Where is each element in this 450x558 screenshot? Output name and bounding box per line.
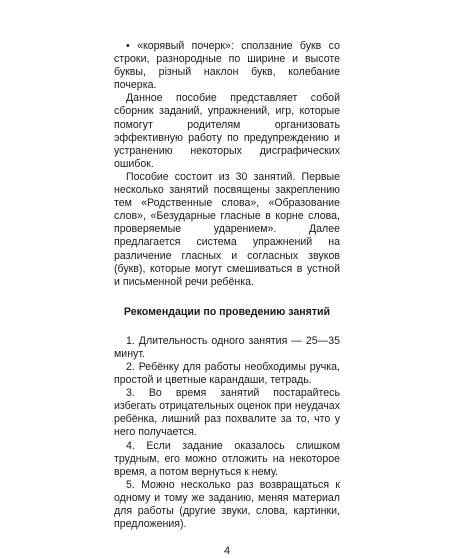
intro-paragraph-structure: Пособие состоит из 30 занятий. Первые несколько занятий посвящены закреплению тем «Родственные слова», «Образование слов», «Безударные гласные в корне слова, проверяемые ударением». Далее предлагается система упражнений на различение гласных и согласных звуков (букв), которые могут смешиваться в устной и письменной речи ребёнка. (114, 170, 340, 288)
recommendation-item-1: 1. Длительность одного занятия — 25—35 минут. (114, 334, 340, 360)
section-title: Рекомендации по проведению занятий (123, 305, 331, 318)
recommendation-item-5: 5. Можно несколько раз возвращаться к одному и тому же заданию, меняя материал для работы (другие звуки, слова, картинки, предложения). (114, 478, 340, 531)
recommendation-item-3: 3. Во время занятий постарайтесь избегать отрицательных оценок при неудачах ребёнка, лишний раз похвалите за то, что у него получается. (114, 387, 340, 439)
intro-paragraph-purpose: Данное пособие представляет собой сборник заданий, упражнений, игр, которые помогут родителям организовать эффективную работу по предупреждению и устранению некоторых дисграфических ошибок. (114, 92, 340, 170)
intro-paragraph-handwriting: • «корявый почерк»: сползание букв со строки, разнородные по ширине и высоте буквы, різный наклон букв, колебание почерка. (114, 40, 340, 92)
recommendation-item-2: 2. Ребёнку для работы необходимы ручка, простой и цветные карандаши, тетрадь. (114, 360, 340, 387)
book-page (114, 40, 340, 558)
recommendation-item-4: 4. Если задание оказалось слишком трудным, его можно отложить на некоторое время, а потом вернуться к нему. (114, 439, 340, 478)
page-number: 4 (223, 545, 231, 558)
